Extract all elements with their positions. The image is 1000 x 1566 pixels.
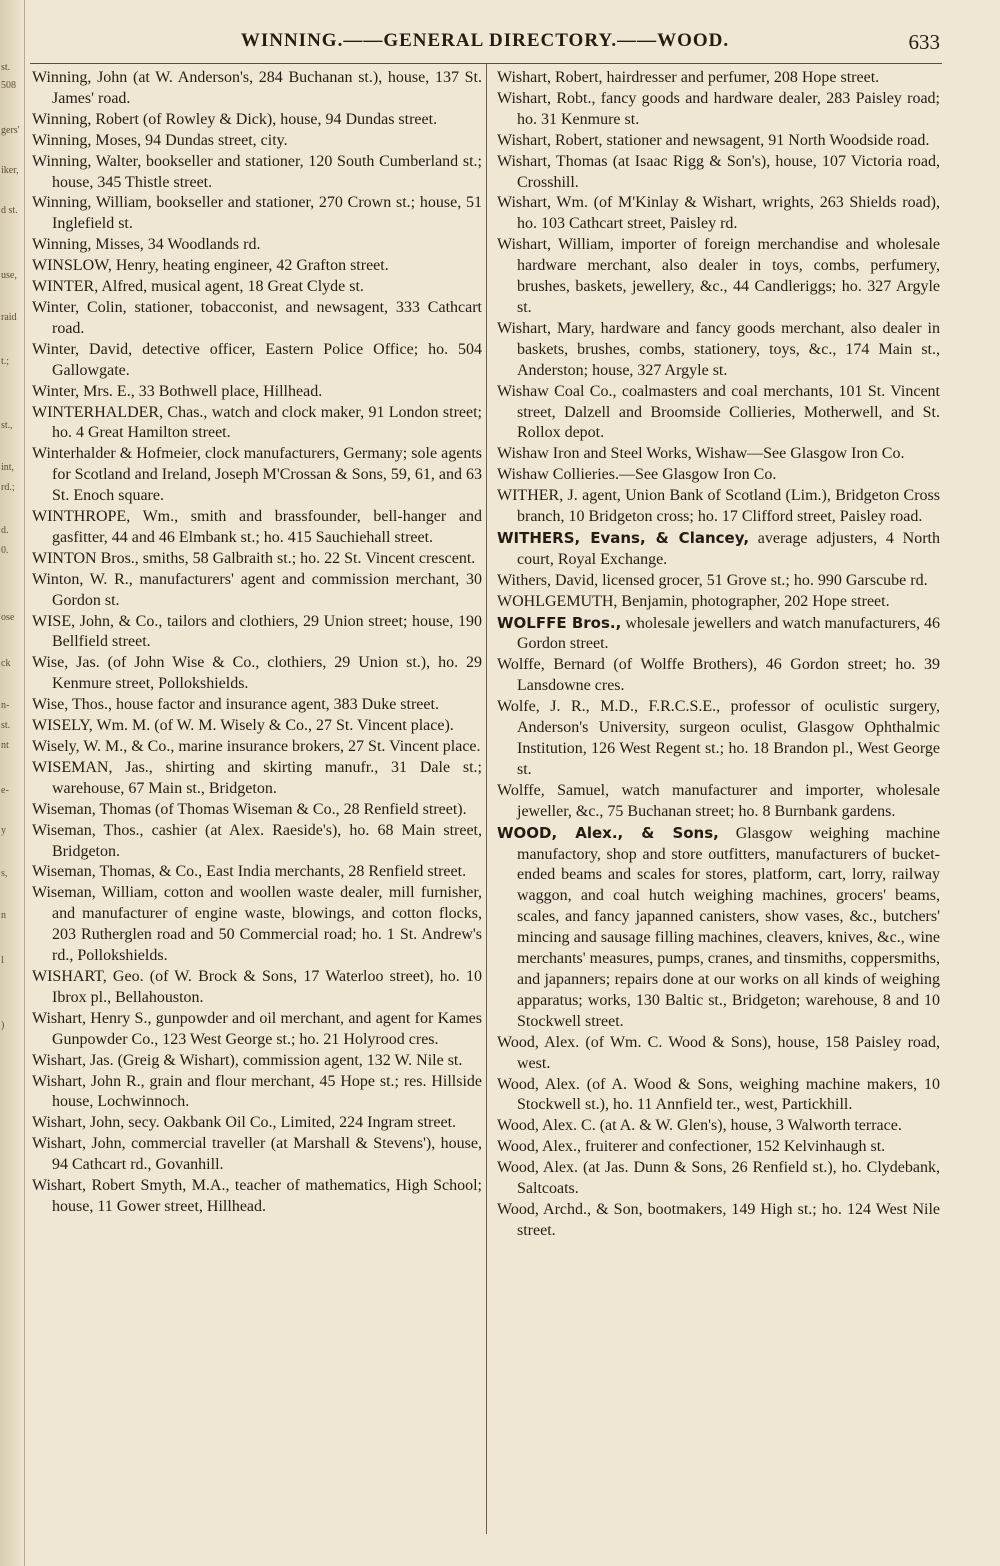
directory-entry — [32, 131, 482, 152]
entry-text: Winning, John (at W. Anderson's, 284 Buchanan st.), house, 137 St. James' road. — [32, 69, 482, 107]
directory-entry — [32, 967, 482, 1009]
directory-entry — [497, 152, 940, 194]
entry-text: Winterhalder & Hofmeier, clock manufacturers, Germany; sole agents for Scotland and Ireland, Joseph M'Crossan & Sons, 59, 61, and 63 St. Enoch square. — [32, 445, 482, 505]
facing-page-fragment: 0. — [1, 545, 9, 556]
directory-entry — [32, 883, 482, 967]
entry-text: WITHER, J. agent, Union Bank of Scotland (Lim.), Bridgeton Cross branch, 10 Bridgeton cross; ho. 17 Clifford street, Paisley road. — [497, 487, 940, 526]
entry-text: WISE, John, & Co., tailors and clothiers, 29 Union street; house, 190 Bellfield street. — [32, 612, 482, 651]
directory-entry — [32, 1134, 482, 1176]
directory-entry — [32, 382, 482, 403]
facing-page-fragment: iker, — [1, 165, 19, 176]
directory-entry — [32, 1051, 482, 1072]
entry-text: WINSLOW, Henry, heating engineer, 42 Grafton street. — [32, 257, 389, 275]
directory-entry — [32, 800, 482, 821]
directory-entry — [32, 570, 482, 612]
directory-entry — [32, 695, 482, 716]
directory-entry — [32, 737, 482, 758]
entry-text: Glasgow weighing machine manufactory, shop and store outfitters, manufacturers of bucket-ended beams and scales for stores, platform, cart, lorry, railway waggon, and coal hutch weighing machines, grocers' beams, scales, and fancy japanned canisters, show vases, &c., butchers' mincing and sausage filling machines, cleavers, knives, &c., wine merchants' measures, pumps, cranes, and tinsmiths, coppersmiths, and japanners; repairs done at our works on all kinds of weighing apparatus; works, 130 Baltic st., Bridgeton; warehouse, 8 and 10 Stockwell street. — [517, 824, 941, 1030]
entry-text: Wood, Alex. (at Jas. Dunn & Sons, 26 Renfield st.), ho. Clydebank, Saltcoats. — [497, 1159, 940, 1198]
facing-page-fragment: d. — [1, 525, 9, 536]
entry-text: Winter, David, detective officer, Eastern Police Office; ho. 504 Gallowgate. — [32, 340, 482, 379]
facing-page-fragment: st. — [1, 720, 11, 731]
entry-text: Wishart, Robt., fancy goods and hardware dealer, 283 Paisley road; ho. 31 Kenmure st. — [497, 89, 940, 128]
facing-page-fragment: st., — [1, 420, 13, 431]
directory-entry — [32, 110, 482, 131]
facing-page-fragment: gers' — [1, 125, 20, 136]
directory-entry — [32, 716, 482, 737]
directory-entry — [497, 131, 940, 152]
directory-entry — [32, 1176, 482, 1218]
directory-entry — [497, 592, 940, 613]
directory-entry — [497, 1116, 940, 1137]
running-header — [30, 30, 940, 56]
directory-entry — [32, 235, 482, 256]
entry-text: Wiseman, Thos., cashier (at Alex. Raeside's), ho. 68 Main street, Bridgeton. — [32, 821, 482, 860]
facing-page-fragment: raid — [1, 312, 17, 323]
binding-gutter — [0, 0, 25, 1566]
directory-entry — [32, 653, 482, 695]
directory-entry — [497, 465, 940, 486]
directory-entry — [497, 193, 940, 235]
directory-entry — [32, 758, 482, 800]
directory-entry — [497, 486, 940, 528]
entry-text: Wishart, William, importer of foreign merchandise and wholesale hardware merchant, also dealer in toys, combs, perfumery, brushes, baskets, jewellery, &c., 44 Candleriggs; ho. 327 Argyle st. — [497, 236, 940, 316]
directory-entry — [32, 1009, 482, 1051]
directory-entry — [497, 235, 940, 319]
entry-text: Wishart, John, secy. Oakbank Oil Co., Limited, 224 Ingram street. — [32, 1114, 457, 1132]
directory-entry — [497, 697, 940, 781]
directory-entry — [497, 1158, 940, 1200]
entry-text: WINTERHALDER, Chas., watch and clock maker, 91 London street; ho. 4 Great Hamilton street. — [32, 403, 482, 442]
directory-entry — [497, 1075, 940, 1117]
directory-entry — [32, 403, 482, 445]
facing-page-fragment: n — [1, 910, 6, 921]
entry-text: average adjusters, 4 North court, Royal Exchange. — [517, 529, 940, 568]
page-title: WINNING.——GENERAL DIRECTORY.——WOOD. — [240, 30, 730, 51]
entry-text: Wiseman, Thomas (of Thomas Wiseman & Co., 28 Renfield street). — [32, 800, 467, 818]
directory-entry — [497, 444, 940, 465]
facing-page-fragment: use, — [1, 270, 17, 281]
left-column — [32, 68, 482, 1218]
entry-text: WISEMAN, Jas., shirting and skirting manufr., 31 Dale st.; warehouse, 67 Main st., Bridgeton. — [32, 758, 482, 797]
entry-text: Winning, Misses, 34 Woodlands rd. — [32, 236, 261, 254]
entry-text: Wishart, Henry S., gunpowder and oil merchant, and agent for Kames Gunpowder Co., 123 West George st.; ho. 21 Holyrood cres. — [32, 1009, 482, 1048]
facing-page-fragment: ck — [1, 658, 11, 669]
facing-page-fragment: ) — [1, 1020, 5, 1031]
entry-text: Wishaw Coal Co., coalmasters and coal merchants, 101 St. Vincent street, Dalzell and Broomside Collieries, Motherwell, and St. Rollox depot. — [497, 382, 940, 442]
facing-page-fragment: nt — [1, 740, 9, 751]
entry-text: WOHLGEMUTH, Benjamin, photographer, 202 Hope street. — [497, 592, 890, 610]
entry-text: Winter, Mrs. E., 33 Bothwell place, Hillhead. — [32, 382, 323, 400]
entry-text: Wishart, Mary, hardware and fancy goods merchant, also dealer in baskets, brushes, combs, stationery, toys, &c., 174 Main st., Anderston; house, 327 Argyle st. — [497, 319, 940, 379]
entry-text: Winning, Moses, 94 Dundas street, city. — [32, 131, 288, 149]
directory-entry — [497, 1200, 940, 1242]
directory-entry — [32, 507, 482, 549]
entry-text: Wiseman, Thomas, & Co., East India merchants, 28 Renfield street. — [32, 863, 467, 881]
entry-text: Wood, Alex. C. (at A. & W. Glen's), house, 3 Walworth terrace. — [497, 1117, 902, 1135]
entry-text: Wise, Jas. (of John Wise & Co., clothiers, 29 Union st.), ho. 29 Kenmure street, Pollokshields. — [32, 654, 482, 693]
entry-text: Wishart, John R., grain and flour merchant, 45 Hope st.; res. Hillside house, Lochwinnoch. — [32, 1072, 482, 1111]
directory-entry — [32, 193, 482, 235]
facing-page-fragment: e- — [1, 785, 9, 796]
directory-entry — [32, 612, 482, 654]
entry-text: Winning, William, bookseller and stationer, 270 Crown st.; house, 51 Inglefield st. — [32, 194, 482, 233]
entry-text: WINTON Bros., smiths, 58 Galbraith st.; ho. 22 St. Vincent crescent. — [32, 549, 476, 567]
directory-entry — [32, 549, 482, 570]
directory-entry — [32, 1072, 482, 1114]
directory-entry — [32, 821, 482, 863]
entry-text: Wolfe, J. R., M.D., F.R.C.S.E., professor of oculistic surgery, Anderson's University, surgeon oculist, Glasgow Ophthalmic Institution, 126 West Regent st.; ho. 18 Brandon pl., West George st. — [497, 698, 940, 778]
directory-entry — [32, 1113, 482, 1134]
page-number: 633 — [908, 30, 940, 54]
entry-text: Wolffe, Samuel, watch manufacturer and importer, wholesale jeweller, &c., 75 Buchanan street; ho. 8 Burnbank gardens. — [497, 781, 940, 820]
directory-entry — [497, 1137, 940, 1158]
entry-text: Wishart, Jas. (Greig & Wishart), commission agent, 132 W. Nile st. — [32, 1051, 463, 1069]
facing-page-fragment: st. — [1, 62, 11, 73]
entry-text: Wishaw Collieries.—See Glasgow Iron Co. — [497, 466, 777, 484]
directory-entry — [497, 1033, 940, 1075]
directory-entry — [32, 862, 482, 883]
directory-entry — [32, 444, 482, 507]
directory-entry — [32, 152, 482, 194]
directory-entry — [497, 823, 940, 1033]
directory-entry — [32, 340, 482, 382]
facing-page-fragment: 508 — [1, 80, 16, 91]
directory-entry — [497, 319, 940, 382]
right-column — [497, 68, 940, 1242]
facing-page-fragment: rd.; — [1, 482, 15, 493]
facing-page-fragment: y — [1, 825, 6, 836]
entry-text: Winton, W. R., manufacturers' agent and commission merchant, 30 Gordon st. — [32, 570, 482, 609]
directory-entry — [32, 298, 482, 340]
facing-page-fragment: l — [1, 955, 4, 966]
facing-page-fragment: t.; — [1, 356, 10, 367]
directory-entry — [32, 68, 482, 110]
entry-text: Wishart, Robert, stationer and newsagent, 91 North Woodside road. — [497, 131, 930, 149]
entry-text: Withers, David, licensed grocer, 51 Grove st.; ho. 990 Garscube rd. — [497, 571, 928, 589]
entry-text: Winning, Walter, bookseller and stationer, 120 South Cumberland st.; house, 345 Thistle street. — [32, 152, 482, 191]
entry-text: WISHART, Geo. (of W. Brock & Sons, 17 Waterloo street), ho. 10 Ibrox pl., Bellahouston. — [32, 967, 482, 1006]
entry-text: Wishart, Thomas (at Isaac Rigg & Son's), house, 107 Victoria road, Crosshill. — [497, 152, 940, 191]
entry-text: Wolffe, Bernard (of Wolffe Brothers), 46 Gordon street; ho. 39 Lansdowne cres. — [497, 656, 940, 695]
entry-text: WINTER, Alfred, musical agent, 18 Great Clyde st. — [32, 278, 364, 296]
facing-page-fragment: ose — [1, 612, 15, 623]
entry-firm-name: WITHERS, Evans, & Clancey, — [497, 528, 750, 547]
entry-text: Wood, Archd., & Son, bootmakers, 149 High st.; ho. 124 West Nile street. — [497, 1200, 940, 1239]
directory-entry — [497, 571, 940, 592]
entry-text: Wiseman, William, cotton and woollen waste dealer, mill furnisher, and manufacturer of engine waste, blowings, and cotton flocks, 203 Rutherglen road and 50 Commercial road; ho. 1 St. Andrew's rd., Pollokshields. — [32, 884, 482, 965]
entry-text: Wood, Alex. (of Wm. C. Wood & Sons), house, 158 Paisley road, west. — [497, 1033, 940, 1072]
entry-text: Winning, Robert (of Rowley & Dick), house, 94 Dundas street. — [32, 110, 438, 128]
entry-text: Wishart, Robert Smyth, M.A., teacher of mathematics, High School; house, 11 Gower street, Hillhead. — [32, 1177, 482, 1215]
facing-page-fragment: n- — [1, 700, 10, 711]
facing-page-fragment: d st. — [1, 205, 18, 216]
directory-entry — [497, 89, 940, 131]
entry-firm-name: WOOD, Alex., & Sons, — [497, 823, 719, 842]
column-divider — [486, 64, 487, 1534]
facing-page-fragment: s, — [1, 868, 8, 879]
entry-text: Wood, Alex. (of A. Wood & Sons, weighing machine makers, 10 Stockwell st.), ho. 11 Annfield ter., west, Partickhill. — [497, 1075, 940, 1114]
entry-text: wholesale jewellers and watch manufacturers, 46 Gordon street. — [517, 614, 940, 653]
directory-entry — [497, 68, 940, 89]
entry-text: Wishart, John, commercial traveller (at Marshall & Stevens'), house, 94 Cathcart rd., Govanhill. — [32, 1135, 482, 1174]
directory-entry — [497, 382, 940, 445]
directory-entry — [32, 256, 482, 277]
entry-text: WINTHROPE, Wm., smith and brassfounder, bell-hanger and gasfitter, 44 and 46 Elmbank st.; ho. 415 Sauchiehall street. — [32, 508, 482, 546]
entry-firm-name: WOLFFE Bros., — [497, 613, 622, 632]
directory-entry — [497, 655, 940, 697]
entry-text: Wisely, W. M., & Co., marine insurance brokers, 27 St. Vincent place. — [32, 738, 481, 755]
directory-entry — [497, 613, 940, 656]
directory-entry — [497, 528, 940, 571]
entry-text: Wise, Thos., house factor and insurance agent, 383 Duke street. — [32, 696, 439, 714]
entry-text: Winter, Colin, stationer, tobacconist, and newsagent, 333 Cathcart road. — [32, 298, 482, 337]
entry-text: Wishart, Robert, hairdresser and perfumer, 208 Hope street. — [497, 69, 880, 86]
entry-text: Wishart, Wm. (of M'Kinlay & Wishart, wrights, 263 Shields road), ho. 103 Cathcart street, Paisley rd. — [497, 194, 940, 233]
facing-page-fragment: int, — [1, 462, 15, 473]
entry-text: Wood, Alex., fruiterer and confectioner, 152 Kelvinhaugh st. — [497, 1138, 886, 1156]
entry-text: Wishaw Iron and Steel Works, Wishaw—See Glasgow Iron Co. — [497, 445, 905, 463]
directory-entry — [32, 277, 482, 298]
entry-text: WISELY, Wm. M. (of W. M. Wisely & Co., 27 St. Vincent place). — [32, 717, 454, 735]
directory-entry — [497, 781, 940, 823]
